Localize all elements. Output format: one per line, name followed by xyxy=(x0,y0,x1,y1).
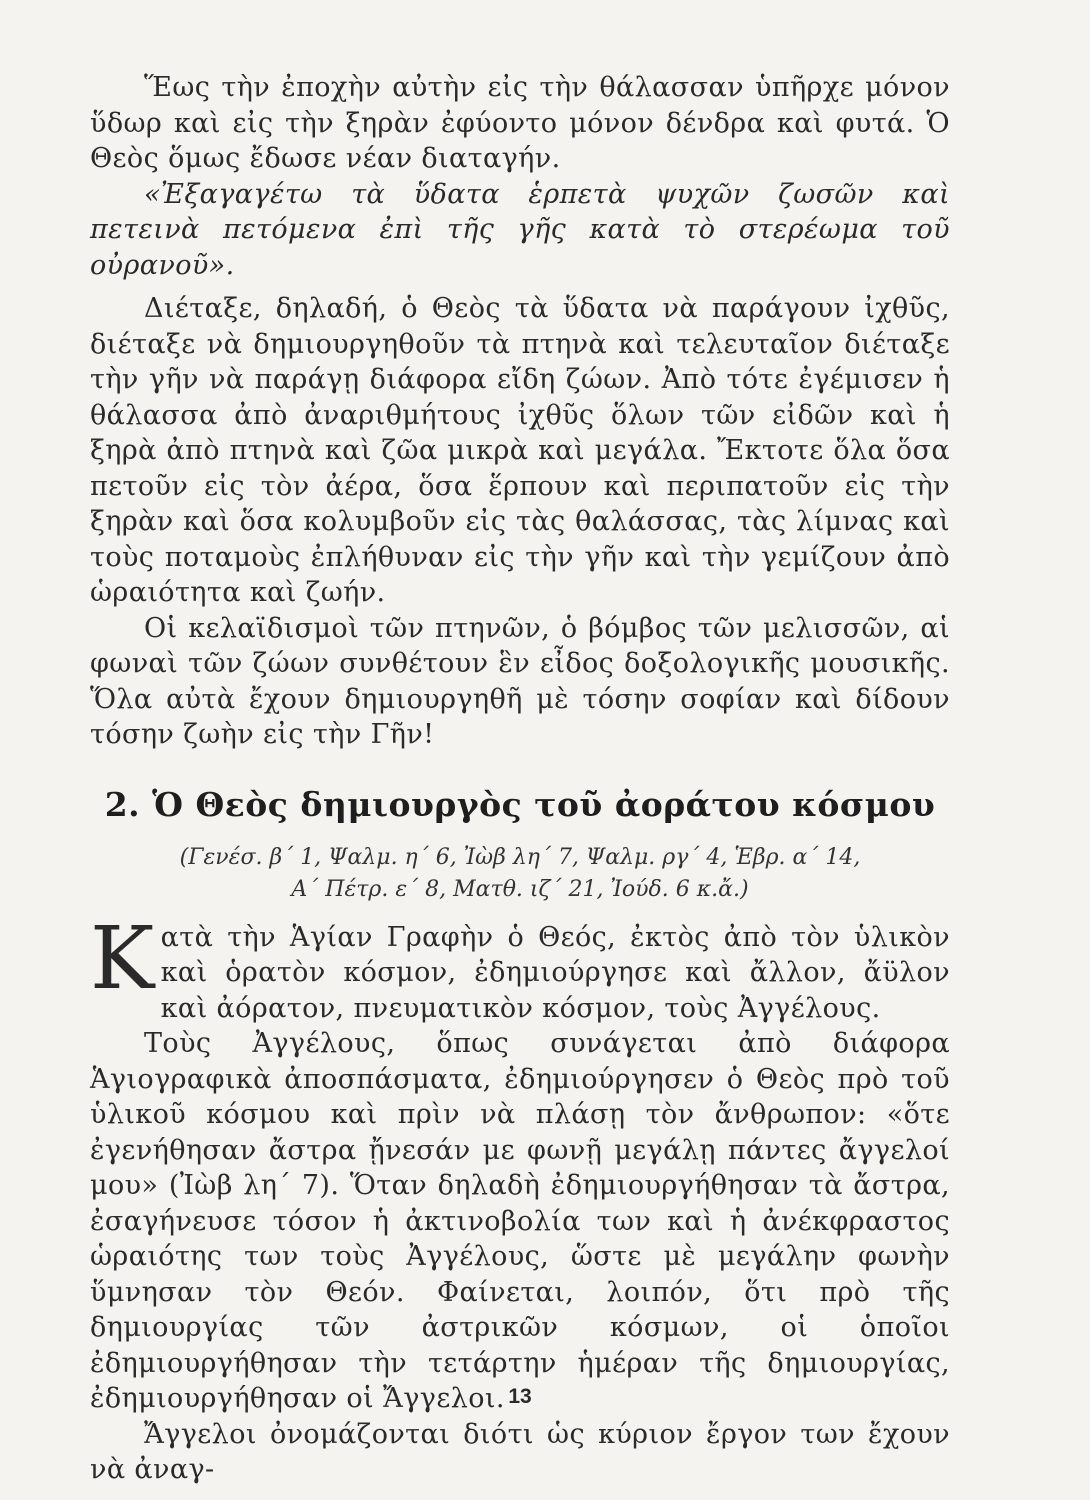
paragraph-god-commanded: Διέταξε, δηλαδή, ὁ Θεὸς τὰ ὕδατα νὰ παράγουν ἰχθῦς, διέταξε νὰ δημιουργηθοῦν τὰ πτηνὰ καὶ τελευταῖον διέταξε τὴν γῆν νὰ παράγῃ διάφορα εἴδη ζώων. Ἀπὸ τότε ἐγέμισεν ἡ θάλασσα ἀπὸ ἀναριθμήτους ἰχθῦς ὅλων τῶν εἰδῶν καὶ ἡ ξηρὰ ἀπὸ πτηνὰ καὶ ζῶα μικρὰ καὶ μεγάλα. Ἔκτοτε ὅλα ὅσα πετοῦν εἰς τὸν ἀέρα, ὅσα ἕρπουν καὶ περιπατοῦν εἰς τὴν ξηρὰν καὶ ὅσα κολυμβοῦν εἰς τὰς θαλάσσας, τὰς λίμνας καὶ τοὺς ποταμοὺς ἐπλήθυναν εἰς τὴν γῆν καὶ τὴν γεμίζουν ἀπὸ ὡραιότητα καὶ ζωήν. xyxy=(90,293,950,608)
paragraph-creation-before: Ἕως τὴν ἐποχὴν αὐτὴν εἰς τὴν θάλασσαν ὑπῆρχε μόνον ὕδωρ καὶ εἰς τὴν ξηρὰν ἐφύοντο μόνον δένδρα καὶ φυτά. Ὁ Θεὸς ὅμως ἔδωσε νέαν διαταγήν. xyxy=(90,72,950,174)
references-line-1: (Γενέσ. β΄ 1, Ψαλμ. η΄ 6, Ἰὼβ λη΄ 7, Ψαλμ. ργ΄ 4, Ἑβρ. α΄ 14, xyxy=(179,844,861,870)
book-page xyxy=(90,70,950,1485)
paragraph-scripture-quote: «Ἐξαγαγέτω τὰ ὕδατα ἑρπετὰ ψυχῶν ζωσῶν καὶ πετεινὰ πετόμενα ἐπὶ τῆς γῆς κατὰ τὸ στερέωμα τοῦ οὐρανοῦ». xyxy=(90,178,950,281)
paragraph-angels-intro-text: ατὰ τὴν Ἁγίαν Γραφὴν ὁ Θεός, ἐκτὸς ἀπὸ τὸν ὑλικὸν καὶ ὁρατὸν κόσμον, ἐδημιούργησε καὶ ἄλλον, ἄϋλον καὶ ἀόρατον, πνευματικὸν κόσμον, τοὺς Ἀγγέλους. xyxy=(160,921,950,1024)
section-heading: 2. Ὁ Θεὸς δημιουργὸς τοῦ ἀοράτου κόσμου xyxy=(104,784,936,824)
spacer xyxy=(90,283,950,291)
paragraph-angels-creation: Τοὺς Ἀγγέλους, ὅπως συνάγεται ἀπὸ διάφορα Ἁγιογραφικὰ ἀποσπάσματα, ἐδημιούργησεν ὁ Θεὸς πρὸ τοῦ ὑλικοῦ κόσμου καὶ πρὶν νὰ πλάσῃ τὸν ἄνθρωπον: «ὅτε ἐγενήθησαν ἄστρα ᾔνεσάν με φωνῇ μεγάλῃ πάντες ἄγγελοί μου» (Ἰὼβ λη΄ 7). Ὅταν δηλαδὴ ἐδημιουργήθησαν τὰ ἄστρα, ἐσαγήνευσε τόσον ἡ ἀκτινοβολία των καὶ ἡ ἀνέκφραστος ὡραιότης των τοὺς Ἀγγέλους, ὥστε μὲ μεγάλην φωνὴν ὕμνησαν τὸν Θεόν. Φαίνεται, λοιπόν, ὅτι πρὸ τῆς δημιουργίας τῶν ἀστρικῶν κόσμων, οἱ ὁποῖοι ἐδημιουργήθησαν τὴν τετάρτην ἡμέραν τῆς δημιουργίας, ἐδημιουργήθησαν οἱ Ἄγγελοι. xyxy=(90,1028,950,1414)
paragraph-doxology: Οἱ κελαϊδισμοὶ τῶν πτηνῶν, ὁ βόμβος τῶν μελισσῶν, αἱ φωναὶ τῶν ζώων συνθέτουν ἓν εἶδος δοξολογικῆς μουσικῆς. Ὅλα αὐτὰ ἔχουν δημιουργηθῆ μὲ τόσην σοφίαν καὶ δίδουν τόσην ζωὴν εἰς τὴν Γῆν! xyxy=(90,612,950,750)
scripture-references xyxy=(90,842,950,906)
paragraph-angels-name: Ἄγγελοι ὀνομάζονται διότι ὡς κύριον ἔργον των ἔχουν νὰ ἀναγ- xyxy=(90,1418,950,1485)
paragraph-angels-intro xyxy=(90,908,950,1027)
drop-cap-letter: Κ xyxy=(90,908,155,1009)
references-line-2: Α΄ Πέτρ. ε΄ 8, Ματθ. ιζ΄ 21, Ἰούδ. 6 κ.ἄ.) xyxy=(291,876,749,902)
page-number: 13 xyxy=(508,1385,532,1408)
